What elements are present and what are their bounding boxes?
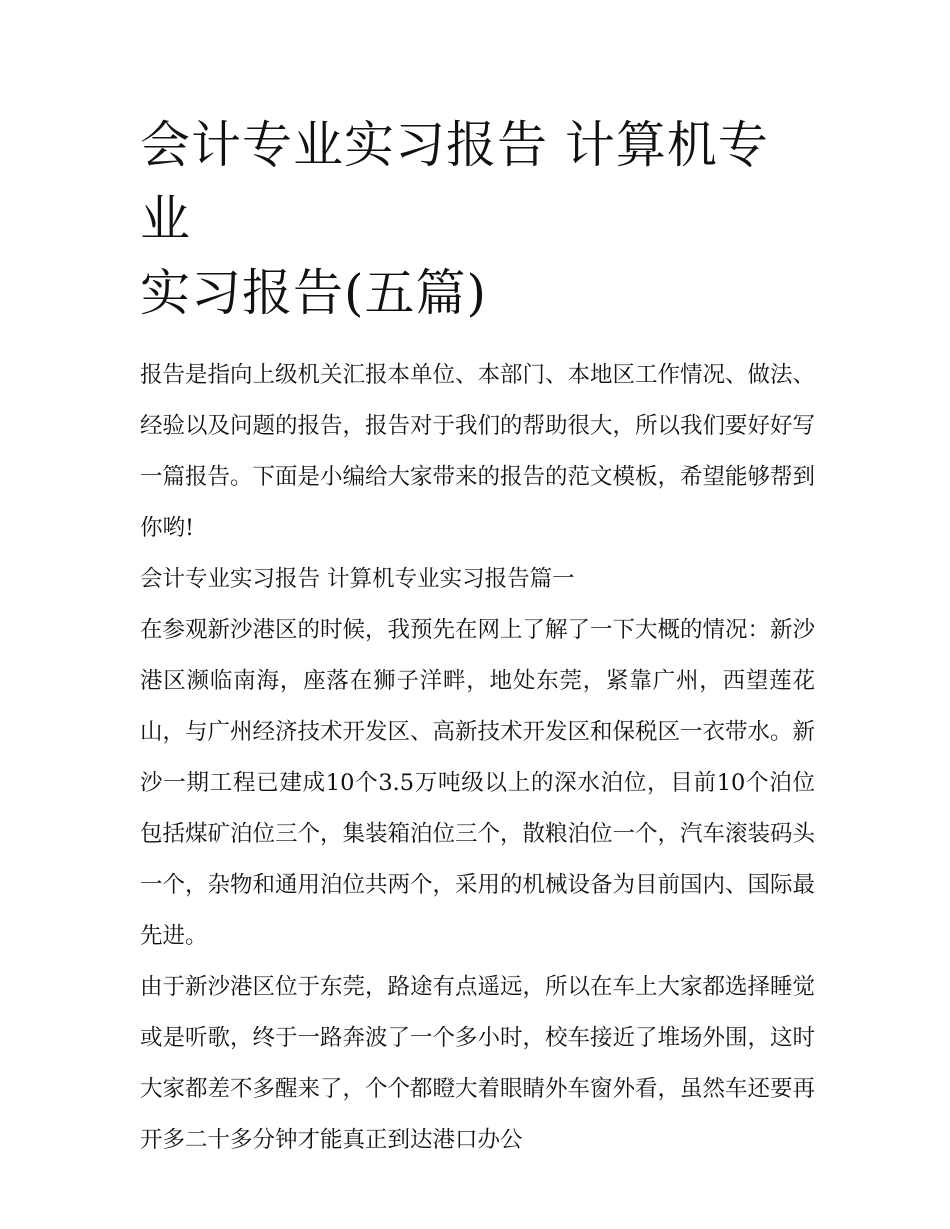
body-paragraph-2: 由于新沙港区位于东莞，路途有点遥远，所以在车上大家都选择睡觉或是听歌，终于一路奔波了一个多小时，校车接近了堆场外围，这时大家都差不多醒来了，个个都瞪大着眼睛外车窗外看，虽然车还要再开多二十多分钟才能真正到达港口办公 xyxy=(140,974,816,1153)
section-heading: 会计专业实习报告 计算机专业实习报告篇一 xyxy=(140,566,575,592)
intro-paragraph: 报告是指向上级机关汇报本单位、本部门、本地区工作情况、做法、经验以及问题的报告，报告对于我们的帮助很大，所以我们要好好写一篇报告。下面是小编给大家带来的报告的范文模板，希望能够帮到你哟! xyxy=(140,362,816,541)
document-page xyxy=(140,108,815,1166)
body-paragraph-1: 在参观新沙港区的时候，我预先在网上了解了一下大概的情况：新沙港区濒临南海，座落在狮子洋畔，地处东莞，紧靠广州，西望莲花山，与广州经济技术开发区、高新技术开发区和保税区一衣带水。新沙一期工程已建成10个3.5万吨级以上的深水泊位，目前10个泊位包括煤矿泊位三个，集装箱泊位三个，散粮泊位一个，汽车滚装码头一个，杂物和通用泊位共两个，采用的机械设备为目前国内、国际最先进。 xyxy=(140,617,816,949)
title-line-2: 实习报告(五篇) xyxy=(140,264,488,322)
document-title xyxy=(140,108,815,330)
title-line-1: 会计专业实习报告 计算机专业 xyxy=(140,116,769,248)
